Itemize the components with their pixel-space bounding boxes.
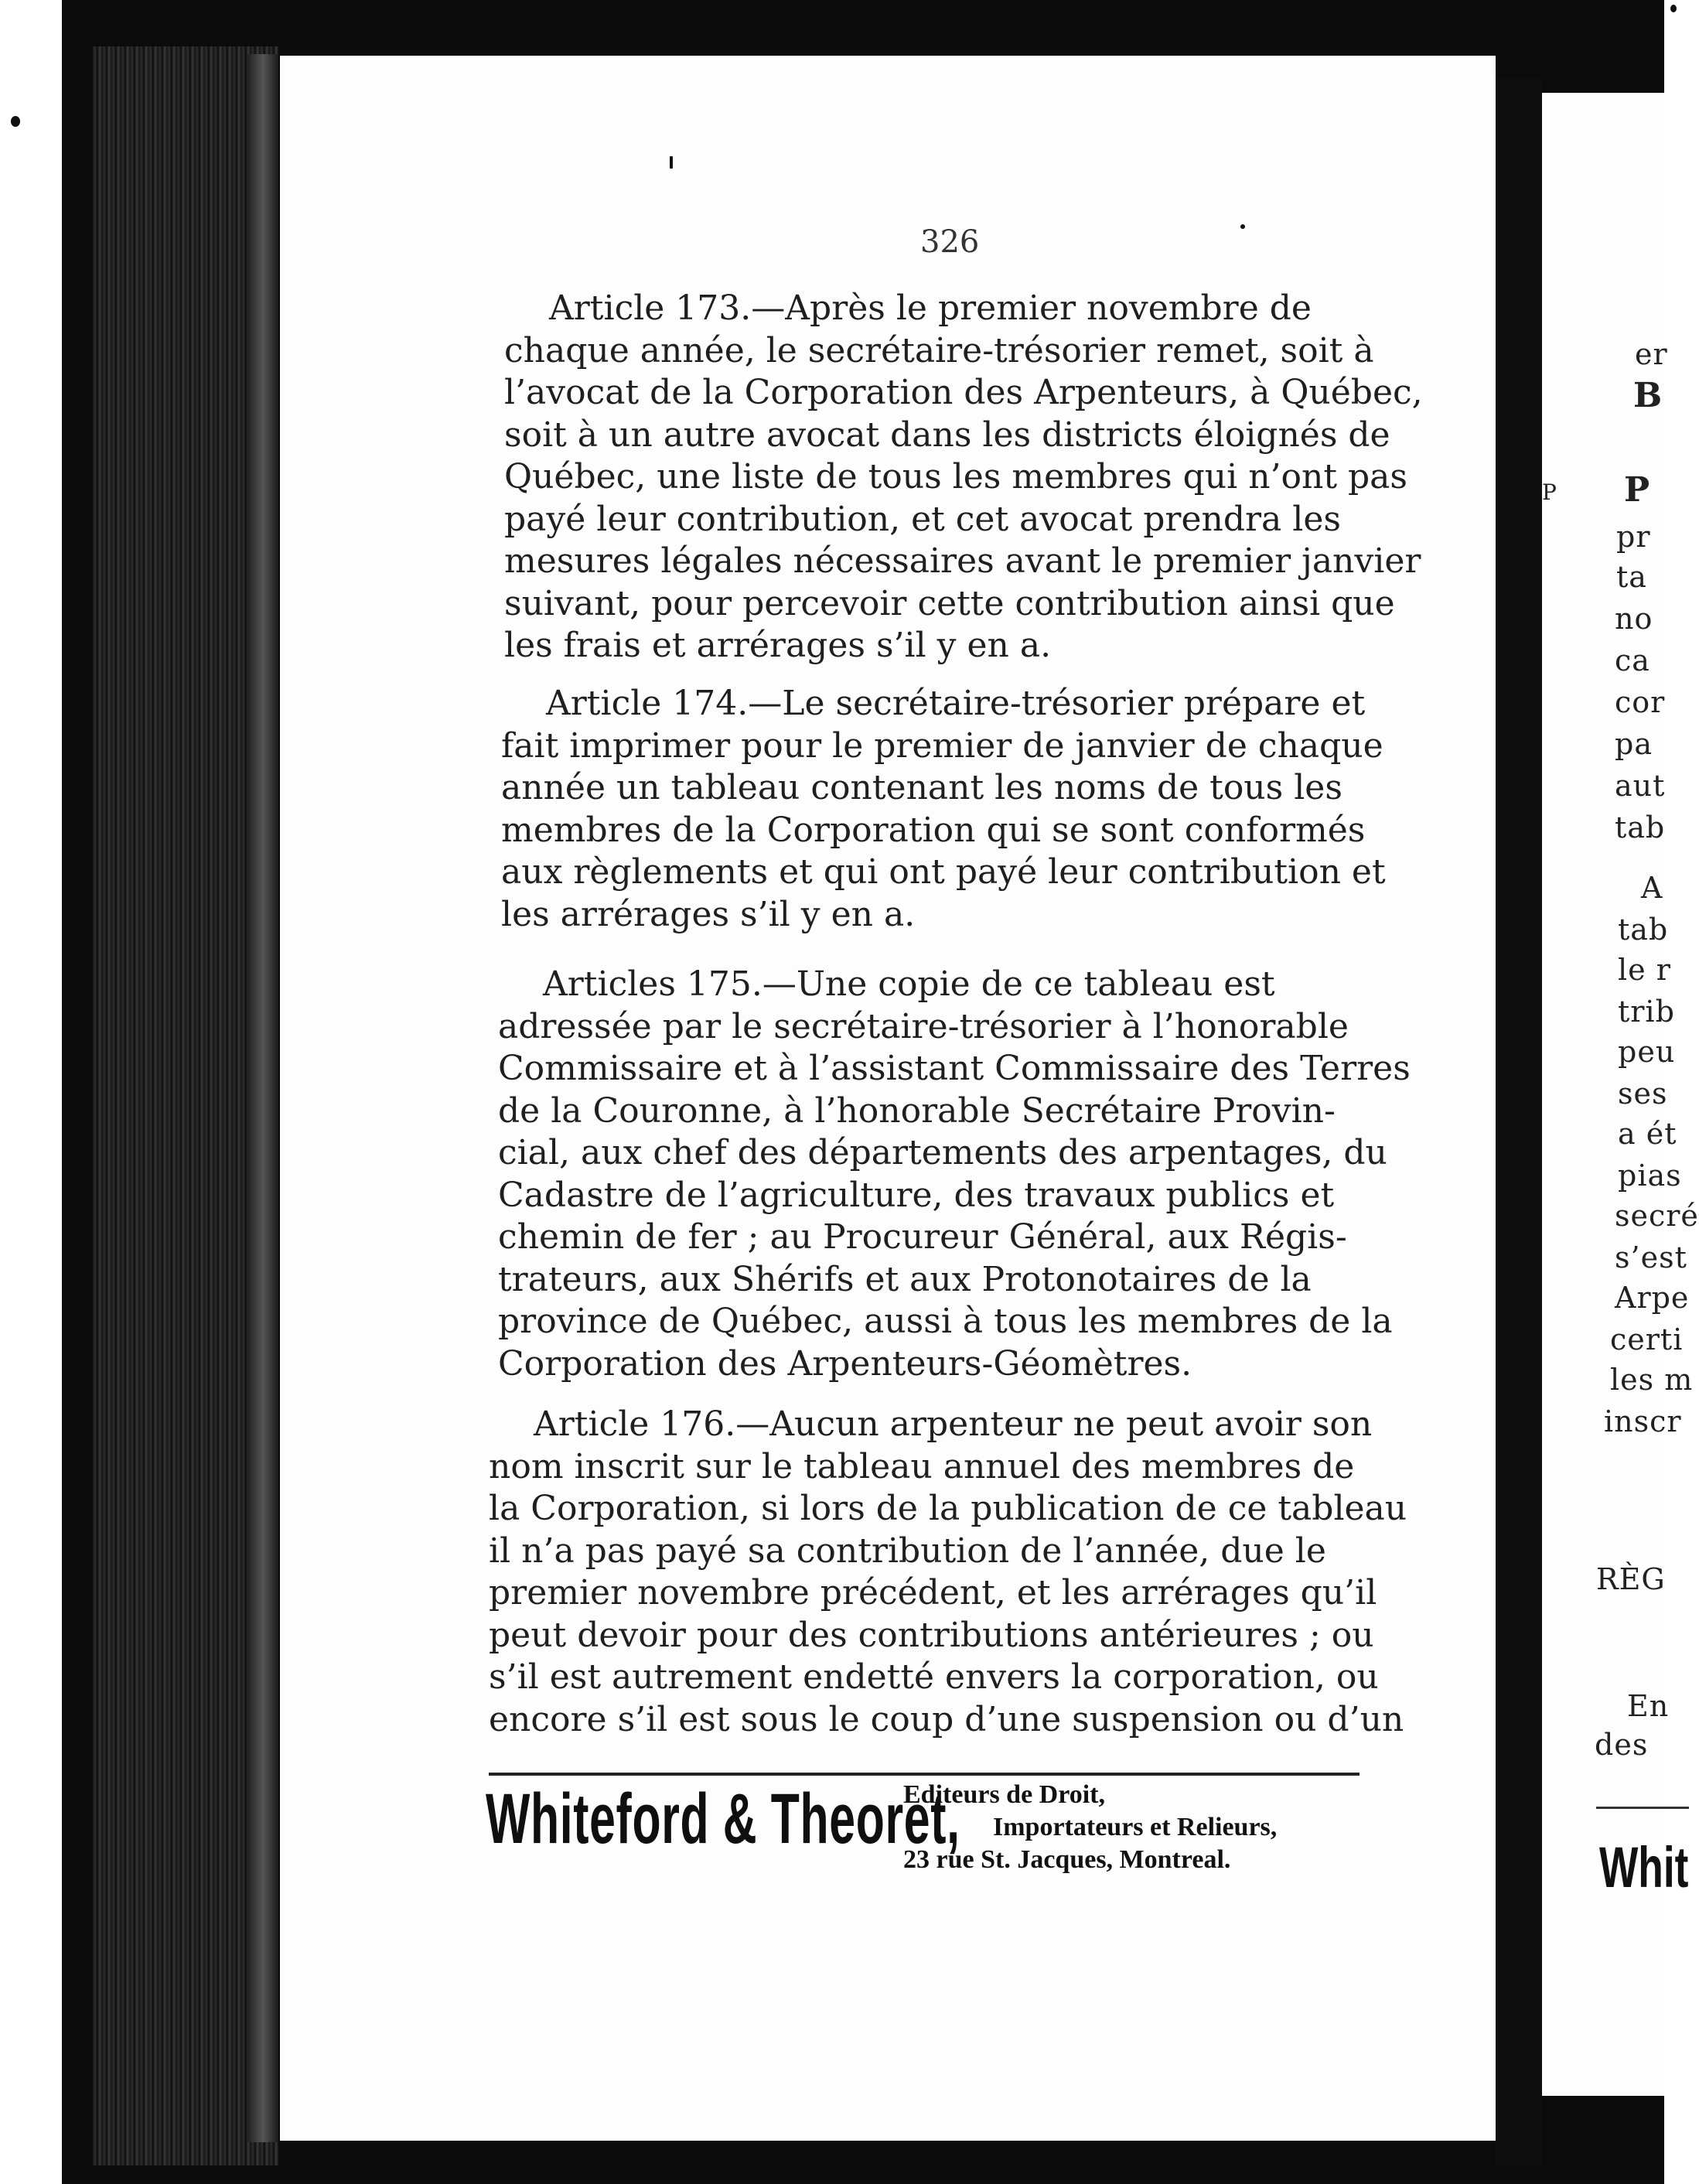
right-page-fragment: certi bbox=[1610, 1322, 1684, 1356]
right-page-fragment: ta bbox=[1616, 560, 1647, 594]
article-line: cial, aux chef des départements des arpentages, du bbox=[498, 1133, 1387, 1172]
right-page-fragment: aut bbox=[1615, 769, 1666, 803]
publisher-logo: Whiteford & Theoret, bbox=[486, 1780, 960, 1858]
right-page-fragment: s’est bbox=[1615, 1240, 1687, 1275]
scan-margin-left bbox=[0, 0, 62, 2184]
scan-speck bbox=[670, 156, 673, 169]
imprint-line: 23 rue St. Jacques, Montreal. bbox=[903, 1845, 1231, 1874]
right-page-fragment: peu bbox=[1618, 1035, 1676, 1069]
article-line: année un tableau contenant les noms de tous les bbox=[501, 768, 1342, 807]
article-line: peut devoir pour des contributions antérieures ; ou bbox=[489, 1615, 1374, 1655]
right-page-fragment: En bbox=[1627, 1689, 1670, 1723]
article-line: soit à un autre avocat dans les districts éloignés de bbox=[504, 415, 1390, 455]
right-page-fragment: ca bbox=[1615, 643, 1650, 677]
right-page-fragment: les m bbox=[1610, 1363, 1694, 1397]
imprint-line: Editeurs de Droit, bbox=[903, 1780, 1105, 1809]
article-line: fait imprimer pour le premier de janvier de chaque bbox=[501, 725, 1383, 766]
article-line: nom inscrit sur le tableau annuel des membres de bbox=[489, 1446, 1355, 1486]
imprint-line: Importateurs et Relieurs, bbox=[993, 1813, 1278, 1841]
right-page-fragment: secré bbox=[1615, 1199, 1699, 1233]
article-line: de la Couronne, à l’honorable Secrétaire Provin- bbox=[498, 1090, 1336, 1131]
right-page-publisher-logo: Whit bbox=[1599, 1835, 1689, 1899]
scan-speck bbox=[11, 116, 20, 127]
scan-speck bbox=[1240, 224, 1245, 229]
article-line: adressée par le secrétaire-trésorier à l’honorable bbox=[498, 1006, 1349, 1046]
book-spine-shadow bbox=[247, 54, 278, 2142]
right-page-fragment: trib bbox=[1618, 995, 1675, 1029]
page-number: 326 bbox=[920, 224, 980, 260]
right-page-fragment: tab bbox=[1615, 810, 1666, 845]
right-page-fragment: inscr bbox=[1604, 1404, 1682, 1438]
article-line: l’avocat de la Corporation des Arpenteurs, à Québec, bbox=[504, 373, 1423, 412]
article-line: aux règlements et qui ont payé leur contribution et bbox=[501, 852, 1386, 892]
article-line: suivant, pour percevoir cette contribution ainsi que bbox=[504, 583, 1395, 623]
right-page-fragment: des bbox=[1595, 1728, 1649, 1762]
article-line: Article 173.—Après le premier novembre de bbox=[549, 288, 1312, 328]
article-line: il n’a pas payé sa contribution de l’année, due le bbox=[489, 1531, 1326, 1571]
article-line: chemin de fer ; au Procureur Général, aux Régis- bbox=[498, 1217, 1347, 1257]
article-176 bbox=[489, 1404, 1407, 1741]
article-line: Article 176.—Aucun arpenteur ne peut avoir son bbox=[534, 1404, 1373, 1444]
right-page-footer-rule bbox=[1596, 1807, 1689, 1809]
article-line: membres de la Corporation qui se sont conformés bbox=[501, 810, 1366, 850]
article-line: Corporation des Arpenteurs-Géomètres. bbox=[498, 1343, 1192, 1384]
article-line: province de Québec, aussi à tous les membres de la bbox=[498, 1302, 1393, 1341]
right-page-fragment: pa bbox=[1615, 727, 1653, 761]
right-page-fragment: P bbox=[1542, 479, 1557, 505]
article-line: la Corporation, si lors de la publication de ce tableau bbox=[489, 1489, 1407, 1528]
article-line: s’il est autrement endetté envers la corporation, ou bbox=[489, 1657, 1379, 1697]
article-line: payé leur contribution, et cet avocat prendra les bbox=[504, 499, 1341, 539]
article-line: Articles 175.—Une copie de ce tableau est bbox=[543, 964, 1275, 1004]
article-line: premier novembre précédent, et les arrérages qu’il bbox=[489, 1573, 1377, 1612]
article-line: les frais et arrérages s’il y en a. bbox=[504, 626, 1052, 665]
article-line: encore s’il est sous le coup d’une suspension ou d’un bbox=[489, 1699, 1404, 1739]
right-page-fragment: pias bbox=[1618, 1159, 1682, 1193]
right-page-fragment: pr bbox=[1616, 520, 1651, 554]
right-page-fragment: er bbox=[1635, 337, 1668, 371]
article-line: les arrérages s’il y en a. bbox=[501, 894, 916, 934]
article-line: Commissaire et à l’assistant Commissaire des Terres bbox=[498, 1049, 1411, 1088]
right-page-fragment: B bbox=[1633, 376, 1663, 415]
article-173 bbox=[504, 288, 1423, 667]
right-page-fragment: RÈG bbox=[1596, 1562, 1666, 1596]
book-gutter bbox=[1496, 77, 1542, 2165]
right-page-fragment: Arpe bbox=[1615, 1281, 1690, 1315]
right-page-fragment: A bbox=[1641, 871, 1663, 905]
right-page-fragment: P bbox=[1624, 470, 1651, 510]
article-line: Québec, une liste de tous les membres qui n’ont pas bbox=[504, 457, 1407, 497]
article-175 bbox=[498, 964, 1411, 1385]
right-page-fragment: cor bbox=[1615, 685, 1666, 719]
article-line: Cadastre de l’agriculture, des travaux publics et bbox=[498, 1175, 1335, 1215]
article-line: mesures légales nécessaires avant le premier janvier bbox=[504, 541, 1421, 581]
right-page-fragment: le r bbox=[1618, 953, 1671, 987]
article-line: chaque année, le secrétaire-trésorier remet, soit à bbox=[504, 330, 1374, 370]
right-page-fragment: tab bbox=[1618, 913, 1669, 947]
scan-speck bbox=[1670, 5, 1677, 12]
right-page-fragment: no bbox=[1615, 602, 1653, 636]
article-line: trateurs, aux Shérifs et aux Protonotaires de la bbox=[498, 1259, 1312, 1299]
article-line: Article 174.—Le secrétaire-trésorier prépare et bbox=[546, 684, 1366, 723]
footer-rule bbox=[489, 1773, 1360, 1776]
right-page-fragment: ses bbox=[1618, 1077, 1668, 1111]
article-174 bbox=[501, 683, 1386, 936]
book-page-right bbox=[1542, 93, 1699, 2096]
right-page-fragment: a ét bbox=[1618, 1117, 1677, 1151]
